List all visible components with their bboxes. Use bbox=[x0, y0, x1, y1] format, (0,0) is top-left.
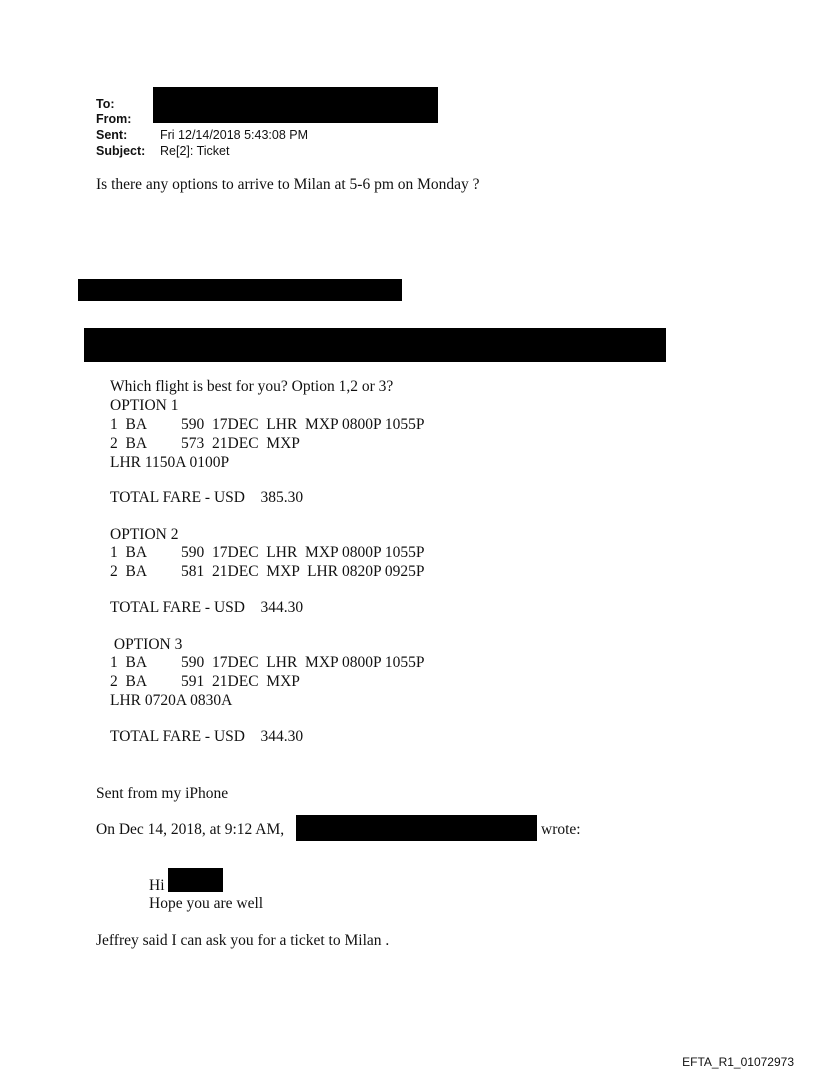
sent-label: Sent: bbox=[96, 128, 128, 142]
to-label: To: bbox=[96, 97, 115, 111]
sent-from-iphone: Sent from my iPhone bbox=[96, 785, 229, 802]
jeffrey-text: Jeffrey said I can ask you for a ticket to Milan . bbox=[96, 932, 390, 949]
redaction-sender bbox=[296, 815, 537, 841]
greeting-text: Hi bbox=[149, 877, 165, 894]
option-3-line-1: 1 BA 590 17DEC LHR MXP 0800P 1055P bbox=[110, 654, 425, 671]
option-2-total: TOTAL FARE - USD 344.30 bbox=[110, 599, 304, 616]
option-3-line-2: 2 BA 591 21DEC MXP bbox=[110, 673, 300, 690]
subject-label: Subject: bbox=[96, 144, 146, 158]
option-1-total: TOTAL FARE - USD 385.30 bbox=[110, 489, 304, 506]
option-3-title: OPTION 3 bbox=[110, 636, 183, 653]
option-3-total: TOTAL FARE - USD 344.30 bbox=[110, 728, 304, 745]
on-date-text: On Dec 14, 2018, at 9:12 AM, bbox=[96, 821, 285, 838]
wrote-text: wrote: bbox=[541, 821, 581, 838]
hope-text: Hope you are well bbox=[149, 895, 264, 912]
redaction-line-2 bbox=[84, 328, 666, 362]
redaction-name bbox=[168, 868, 223, 892]
option-1-line-3: LHR 1150A 0100P bbox=[110, 454, 230, 471]
question-text: Is there any options to arrive to Milan at 5-6 pm on Monday ? bbox=[96, 176, 480, 193]
option-2-line-2: 2 BA 581 21DEC MXP LHR 0820P 0925P bbox=[110, 563, 425, 580]
option-1-line-2: 2 BA 573 21DEC MXP bbox=[110, 435, 300, 452]
from-label: From: bbox=[96, 112, 132, 126]
redaction-header bbox=[153, 87, 438, 123]
option-3-line-3: LHR 0720A 0830A bbox=[110, 692, 233, 709]
redaction-line-1 bbox=[78, 279, 402, 301]
option-2-title: OPTION 2 bbox=[110, 526, 179, 543]
option-2-line-1: 1 BA 590 17DEC LHR MXP 0800P 1055P bbox=[110, 544, 425, 561]
subject-value: Re[2]: Ticket bbox=[160, 144, 230, 158]
option-1-title: OPTION 1 bbox=[110, 397, 179, 414]
document-id: EFTA_R1_01072973 bbox=[682, 1055, 794, 1069]
which-flight-text: Which flight is best for you? Option 1,2 or 3? bbox=[110, 378, 394, 395]
option-1-line-1: 1 BA 590 17DEC LHR MXP 0800P 1055P bbox=[110, 416, 425, 433]
sent-value: Fri 12/14/2018 5:43:08 PM bbox=[160, 128, 309, 142]
